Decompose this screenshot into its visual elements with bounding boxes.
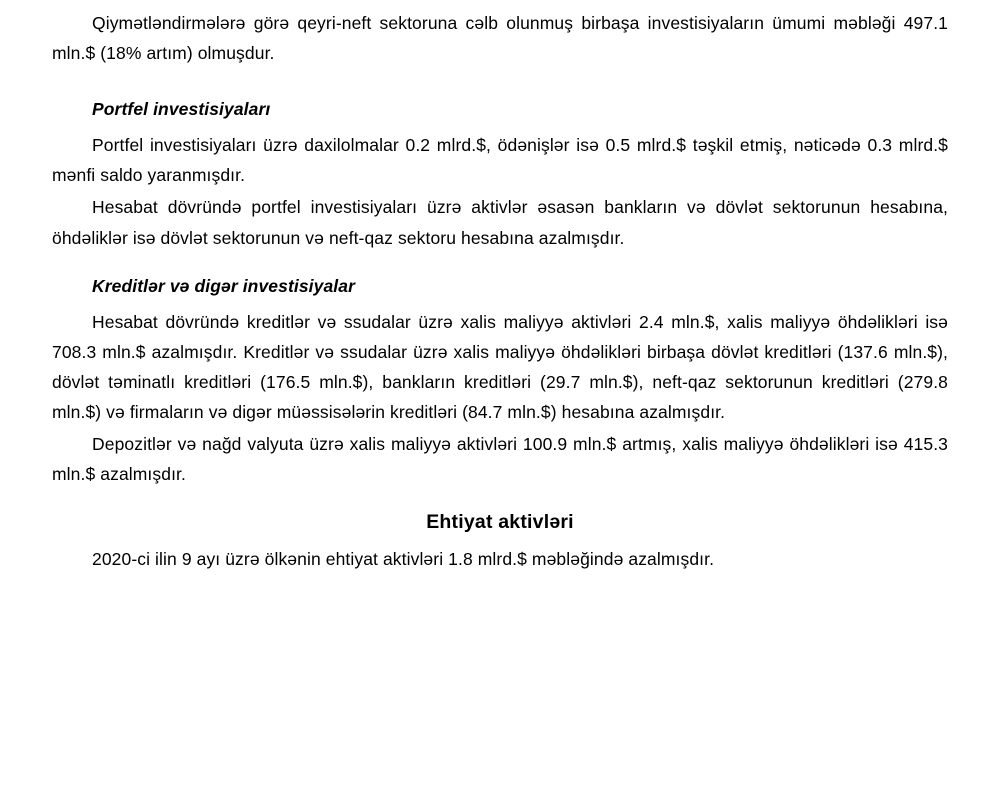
paragraph-intro-direct-investment: Qiymətləndirmələrə görə qeyri-neft sektoruna cəlb olunmuş birbaşa investisiyaların ümumi məbləği 497.1 mln.$ (18% artım) olmuşdur. [52,13,948,64]
paragraph-credits-detail: Hesabat dövründə kreditlər və ssudalar üzrə xalis maliyyə aktivləri 2.4 mln.$, xalis maliyyə öhdəlikləri isə 708.3 mln.$ azalmışdır. Kreditlər və ssudalar üzrə xalis maliyyə öhdəlikləri birbaşa dövlət kreditləri (137.6 mln.$), dövlət təminatlı kreditləri (176.5 mln.$), bankların kreditləri (29.7 mln.$), neft-qaz sektorunun kreditləri (279.8 mln.$) və firmaların və digər müəssisələrin kreditləri (84.7 mln.$) hesabına azalmışdır. [52,311,948,423]
spacer [52,70,948,76]
paragraph-deposits: Depozitlər və nağd valyuta üzrə xalis maliyyə aktivləri 100.9 mln.$ artmış, xalis maliyyə öhdəlikləri isə 415.3 mln.$ azalmışdır. [52,434,948,485]
paragraph-portfolio-assets: Hesabat dövründə portfel investisiyaları üzrə aktivlər əsasən bankların və dövlət sektorunun hesabına, öhdəliklər isə dövlət sektorunun və neft-qaz sektoru hesabına azalmışdır. [52,197,948,248]
subheading-credits-and-other-investments: Kreditlər və digər investisiyalar [92,275,356,296]
paragraph-reserve-assets: 2020-ci ilin 9 ayı üzrə ölkənin ehtiyat aktivləri 1.8 mlrd.$ məbləğində azalmışdır. [92,549,715,570]
section-title-reserve-assets: Ehtiyat aktivləri [426,511,574,534]
subheading-portfolio-investments: Portfel investisiyaları [92,99,271,120]
paragraph-portfolio-flows: Portfel investisiyaları üzrə daxilolmalar 0.2 mlrd.$, ödənişlər isə 0.5 mlrd.$ təşkil etmiş, nəticədə 0.3 mlrd.$ mənfi saldo yaranmışdır. [52,135,948,186]
